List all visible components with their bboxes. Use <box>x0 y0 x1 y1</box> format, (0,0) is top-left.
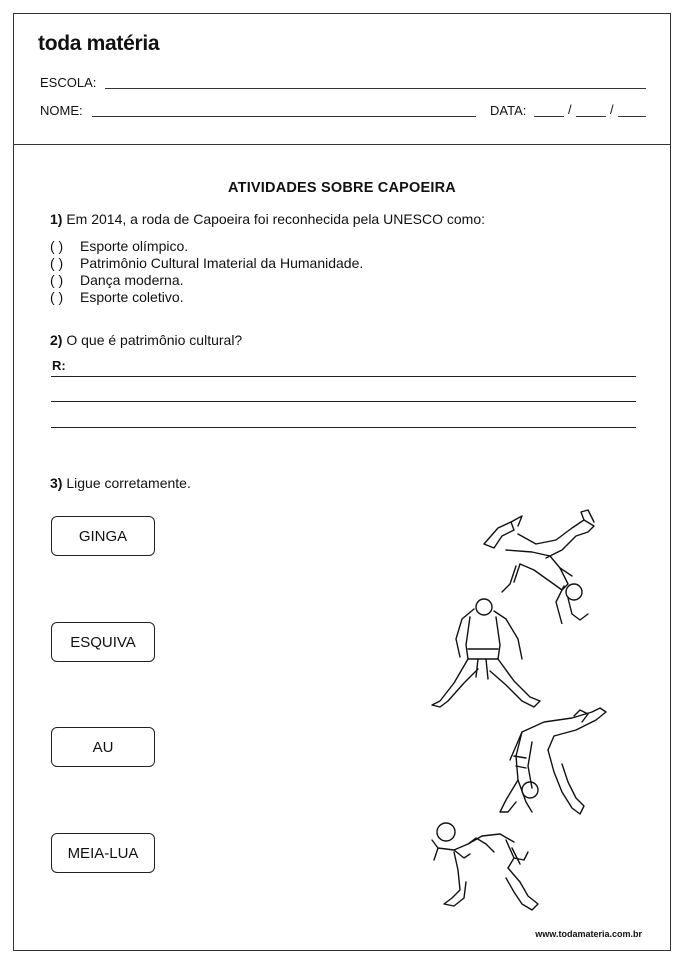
question-number: 2) <box>50 332 63 348</box>
question-1 <box>50 211 485 227</box>
option-4[interactable] <box>50 289 184 305</box>
escola-field[interactable] <box>105 88 646 89</box>
nome-field[interactable] <box>92 116 476 117</box>
question-3 <box>50 475 191 491</box>
question-text: Em 2014, a roda de Capoeira foi reconhecida pela UNESCO como: <box>66 211 486 227</box>
nome-label: NOME: <box>40 103 83 118</box>
option-text: Esporte coletivo. <box>80 289 184 305</box>
date-separator: / <box>610 102 614 117</box>
escola-label: ESCOLA: <box>40 75 97 90</box>
option-2[interactable] <box>50 255 363 271</box>
option-text: Patrimônio Cultural Imaterial da Humanidade. <box>80 255 364 271</box>
header-divider <box>14 144 670 145</box>
worksheet <box>13 13 671 951</box>
term-box-meia-lua[interactable]: MEIA-LUA <box>51 833 155 873</box>
capoeira-ginga-figure[interactable] <box>426 597 544 709</box>
footer-url[interactable]: www.todamateria.com.br <box>535 929 642 939</box>
data-label: DATA: <box>490 103 527 118</box>
option-checkbox[interactable]: ( ) <box>50 238 64 254</box>
term-box-au[interactable]: AU <box>51 727 155 767</box>
option-text: Dança moderna. <box>80 272 184 288</box>
logo: toda matéria <box>38 32 160 55</box>
capoeira-meia-lua-figure[interactable] <box>492 702 612 818</box>
term-box-ginga[interactable]: GINGA <box>51 516 155 556</box>
option-3[interactable] <box>50 272 184 288</box>
term-box-esquiva[interactable]: ESQUIVA <box>51 622 155 662</box>
page-title: ATIVIDADES SOBRE CAPOEIRA <box>228 180 456 196</box>
option-checkbox[interactable]: ( ) <box>50 255 64 271</box>
question-text: O que é patrimônio cultural? <box>66 332 243 348</box>
question-number: 1) <box>50 211 63 227</box>
option-1[interactable] <box>50 238 188 254</box>
date-day-field[interactable] <box>534 116 564 117</box>
answer-line[interactable] <box>51 376 636 377</box>
date-separator: / <box>568 102 572 117</box>
answer-line[interactable] <box>51 401 636 402</box>
answer-label: R: <box>52 358 66 373</box>
option-checkbox[interactable]: ( ) <box>50 272 64 288</box>
question-number: 3) <box>50 475 63 491</box>
option-text: Esporte olímpico. <box>80 238 189 254</box>
question-2 <box>50 332 242 348</box>
date-year-field[interactable] <box>618 116 646 117</box>
date-month-field[interactable] <box>576 116 606 117</box>
capoeira-esquiva-figure[interactable] <box>424 812 546 914</box>
question-text: Ligue corretamente. <box>66 475 191 491</box>
option-checkbox[interactable]: ( ) <box>50 289 64 305</box>
answer-line[interactable] <box>51 427 636 428</box>
